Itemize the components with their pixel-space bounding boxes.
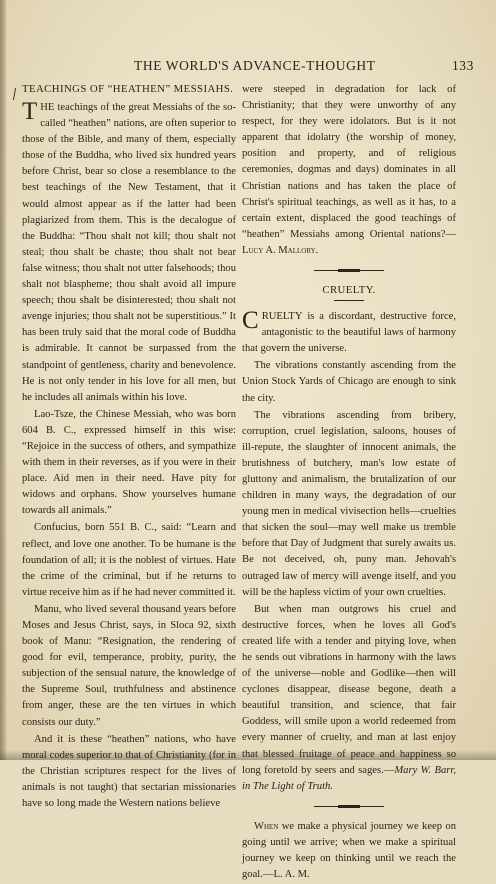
left-paragraph-2: Lao-Tsze, the Chinese Messiah, who was born 604 B. C., expressed himself in this wise: “Rejoice in the success of others, and sympathize with them in their reverses, as if you were in their place. Aid men in their need. Have pity for widows and orphans. Show yourselves humane towards all animals.” [22,408,236,517]
left-column [22,82,236,813]
right-paragraph-5-text: But when man outgrows his cruel and destructive forces, when he loves all God's created life with a tender and pitying love, when he sends out vibrations in harmony with the laws of the universe—noble and Godlike—then will cyclones disappear, disease begone, death a beautiful transition, and science, that fair Goddess, will smile upon a world redeemed from every manner of cruelty, and man at last enjoy that blessed fruitage of peace and happiness so long foretold by seers and sages.— [242,603,456,776]
section-divider-2 [314,805,384,807]
margin-mark [13,88,22,100]
section-divider [314,269,384,271]
right-paragraph-6-text: we make a physical journey we keep on going until we arrive; when we make a spiritual journey we keep on thinking until we reach the goal.—L. A. M. [242,820,456,881]
right-paragraph-2-text: is a discordant, destructive force, antagonistic to the beautiful laws of harmony that govern the universe. [242,311,456,355]
running-title: THE WORLD'S ADVANCE-THOUGHT [134,58,376,73]
left-paragraph-1 [22,100,236,406]
right-column [242,82,456,884]
left-paragraph-3: Confucius, born 551 B. C., said: “Learn and reflect, and love one another. To be humane is the foundation of all; it is the noblest of virtues. Hate the crime of the criminal, but if he returns to virtue receive him as if he had never committed it. [22,522,236,598]
right-paragraph-3: The vibrations constantly ascending from the Union Stock Yards of Chicago are enough to sink the city. [242,360,456,404]
drop-cap: T [22,98,38,125]
heading-rule [334,300,364,301]
when-smallcaps: When [254,820,279,832]
article-heading-heathen-messiahs: TEACHINGS OF “HEATHEN” MESSIAHS. [22,83,234,95]
left-paragraph-1-text: HE teachings of the great Messiahs of the so-called “heathen” nations, are often superior to those of the Bible, and many of them, especially those of the Buddha, who lived six hundred years before Christ, bear so close a resemblance to the best teachings of the New Testament, that it would almost appear as if the latter had been plagiarized from them. This is the decalogue of the Buddha: “Thou shalt not kill; thou shalt not steal; thou shalt be chaste; thou shalt not bear false witness; thou shalt not utter falsehoods; thou shalt not blaspheme; thou shalt avoid all impure speech; thou shalt be disinterested; thou shalt not avenge injuries; thou shalt not be superstitious.” It has been truly said that the moral code of Buddha is admirable. It cannot be surpassed from the standpoint of gentleness, charity and benevolence. He is not only tender in his love for all men, but he includes all animals within his love. [22,102,236,403]
running-header [30,58,474,78]
left-paragraph-4: Manu, who lived several thousand years before Moses and Jesus Christ, says, in Sloca 92, sixth book of Manu: “Resignation, the rendering of good for evil, temperance, probity, purity, the subjection of the sensual nature, the knowledge of the Supreme Soul, truthfulness and abstinence from anger, these are the ten virtues in which consists our duty.” [22,603,236,728]
page-number: 133 [451,58,474,73]
right-paragraph-4: The vibrations ascending from bribery, corruption, cruel legislation, saloons, houses of ill-repute, the slaughter of innocent animals, the brutishness of butchery, man's low estate of gluttony and animalism, the brutalization of our children in many ways, the degradation of our young men in medical vivisection hells—cruelties that sicken the soul—may well make us tremble before that Day of Judgment that surely awaits us. Be not deceived, oh, puny man. Jehovah's outraged law of mercy will avenge itself, and you will be the hapless victim of your own cruelties. [242,409,456,598]
author-credit-mallory: Lucy A. Mallory. [242,244,319,256]
right-paragraph-5 [242,602,456,795]
right-paragraph-1-text: were steeped in degradation for lack of Christianity; that they were unworthy of any respect, for they were idolators. But is it not apparent that idolatry (the worship of money, position and property, and of religious ceremonies, dogmas and days) dominates in all Christian nations and has taken the place of Christ's spiritual teachings, as well as it has, to a certain extent, displaced the good teachings of “heathen” Messiahs among Oriental nations?— [242,84,456,240]
author-credit-barr: Mary W. Barr, in The Light of Truth. [242,764,456,792]
right-paragraph-1 [242,82,456,259]
left-paragraph-5: And it is these “heathen” nations, who have moral codes superior to that of Christianity (for in the Christian scriptures respect for the lives of animals is not taught) that sectarian missionaries have so long made the Western nations believe [22,733,236,810]
right-paragraph-2 [242,309,456,357]
article-heading-cruelty: CRUELTY. [322,284,376,297]
cruelty-smallcaps: RUELTY [261,311,303,323]
drop-cap-c: C [242,307,259,335]
right-paragraph-6 [242,819,456,883]
page-binding-shadow [0,0,7,760]
